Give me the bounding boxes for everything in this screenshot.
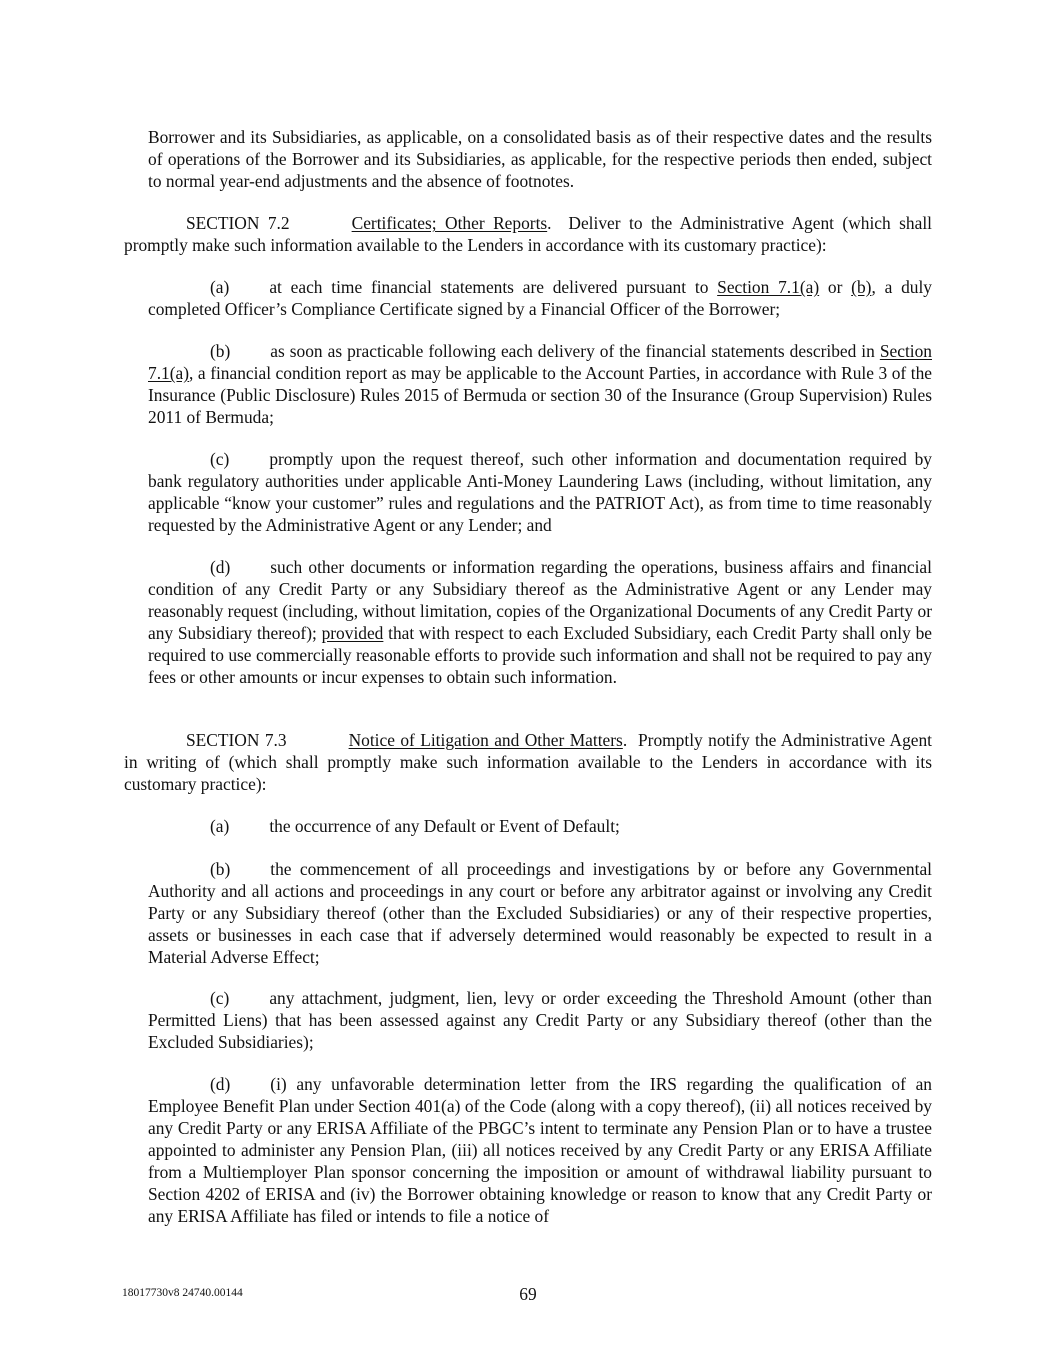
clause-label: (b): [210, 341, 231, 361]
clause-text: promptly upon the request thereof, such other information and documentation required by bank regulatory authorities under applicable Anti-Money Laundering Laws (including, without limitation, any applicable “know your customer” rules and regulations and the PATRIOT Act), as from time to time reasonably requested by the Administrative Agent or any Lender; and: [148, 449, 932, 535]
clause-label: (c): [210, 449, 230, 469]
clause-label: (d): [210, 1074, 231, 1094]
section-number: SECTION 7.3: [186, 730, 287, 750]
section-body: Deliver to the Administrative Agent (which shall promptly make such information available to the Lenders in accordance with its customary practice):: [124, 213, 933, 255]
clause-text: (i) any unfavorable determination letter from the IRS regarding the qualification of an Employee Benefit Plan under Section 401(a) of the Code (along with a copy thereof), (ii) all notices received by any Credit Party or any ERISA Affiliate of the PBGC’s intent to terminate any Pension Plan or to have a trustee appointed to administer any Pension Plan, (iii) all notices received by any Credit Party or any ERISA Affiliate from a Multiemployer Plan sponsor concerning the imposition or amount of withdrawal liability pursuant to Section 4202 of ERISA and (iv) the Borrower obtaining knowledge or reason to know that any Credit Party or any ERISA Affiliate has filed or intends to file a notice of: [148, 1074, 932, 1226]
clause-7-3-d: [148, 1073, 932, 1227]
page-number: 69: [519, 1284, 537, 1304]
section-7-3-paragraph: SECTION 7.3 Notice of Litigation and Other Matters. Promptly notify the Administrative Agent in writing of (which shall promptly make such information available to the Lenders in accordance with its customary practice):: [124, 730, 933, 794]
clause-7-2-a: [148, 276, 932, 320]
clause-text: , a financial condition report as may be applicable to the Account Parties, in accordance with Rule 3 of the Insurance (Public Disclosure) Rules 2015 of Bermuda or section 30 of the Insurance (Group Supervision) Rules 2011 of Bermuda;: [148, 363, 932, 427]
clause-text: that with respect to each Excluded Subsidiary, each Credit Party shall only be required to use commercially reasonable efforts to provide such information and shall not be required to pay any fees or other amounts or incur expenses to obtain such information.: [148, 623, 932, 687]
clause-7-2-b: [148, 340, 932, 428]
section-heading: Notice of Litigation and Other Matters: [348, 730, 623, 750]
clause-text: at each time financial statements are delivered pursuant to: [269, 277, 718, 297]
cross-reference: Section 7.1(a): [148, 341, 932, 383]
section-body: Promptly notify the Administrative Agent in writing of (which shall promptly make such information available to the Lenders in accordance with its customary practice):: [124, 730, 933, 794]
clause-7-3-c: [148, 987, 932, 1053]
clause-text: or: [819, 277, 852, 297]
cross-reference: Section 7.1(a): [717, 277, 820, 297]
clause-text: any attachment, judgment, lien, levy or order exceeding the Threshold Amount (other than Permitted Liens) that has been assessed against any Credit Party or any Subsidiary thereof (other than the Excluded Subsidiaries);: [148, 988, 932, 1052]
proviso-term: provided: [321, 623, 384, 643]
cross-reference: (b): [851, 277, 872, 297]
clause-label: (c): [210, 988, 230, 1008]
clause-text: , a duly completed Officer’s Compliance Certificate signed by a Financial Officer of the Borrower;: [148, 277, 932, 319]
document-id: 18017730v8 24740.00144: [122, 1287, 243, 1299]
intro-paragraph: Borrower and its Subsidiaries, as applicable, on a consolidated basis as of their respective dates and the results of operations of the Borrower and its Subsidiaries, as applicable, for the respective periods then ended, subject to normal year-end adjustments and the absence of footnotes.: [148, 127, 932, 191]
clause-text: such other documents or information regarding the operations, business affairs and financial condition of any Credit Party or any Subsidiary thereof as the Administrative Agent or any Lender may reasonably request (including, without limitation, copies of the Organizational Documents of any Credit Party or any Subsidiary thereof);: [148, 557, 933, 643]
clause-7-3-a: [148, 815, 932, 837]
clause-text: the occurrence of any Default or Event of Default;: [269, 816, 620, 836]
section-7-2-paragraph: SECTION 7.2 Certificates; Other Reports. Deliver to the Administrative Agent (which shall promptly make such information available to the Lenders in accordance with its customary practice):: [124, 213, 933, 255]
clause-label: (d): [210, 557, 231, 577]
section-heading: Certificates; Other Reports: [351, 213, 548, 233]
clause-7-2-d: [148, 556, 932, 688]
clause-text: the commencement of all proceedings and investigations by or before any Governmental Authority and all actions and proceedings in any court or before any arbitrator against or involving any Credit Party or any Subsidiary thereof (other than the Excluded Subsidiaries) or any of their respective properties, assets or businesses in each case that if adversely determined would reasonably be expected to result in a Material Adverse Effect;: [148, 859, 932, 967]
clause-7-3-b: [148, 858, 932, 968]
clause-text: as soon as practicable following each delivery of the financial statements described in: [270, 341, 880, 361]
clause-label: (b): [210, 859, 231, 879]
clause-label: (a): [210, 277, 230, 297]
clause-7-2-c: [148, 448, 932, 536]
section-number: SECTION 7.2: [186, 213, 290, 233]
clause-label: (a): [210, 816, 230, 836]
